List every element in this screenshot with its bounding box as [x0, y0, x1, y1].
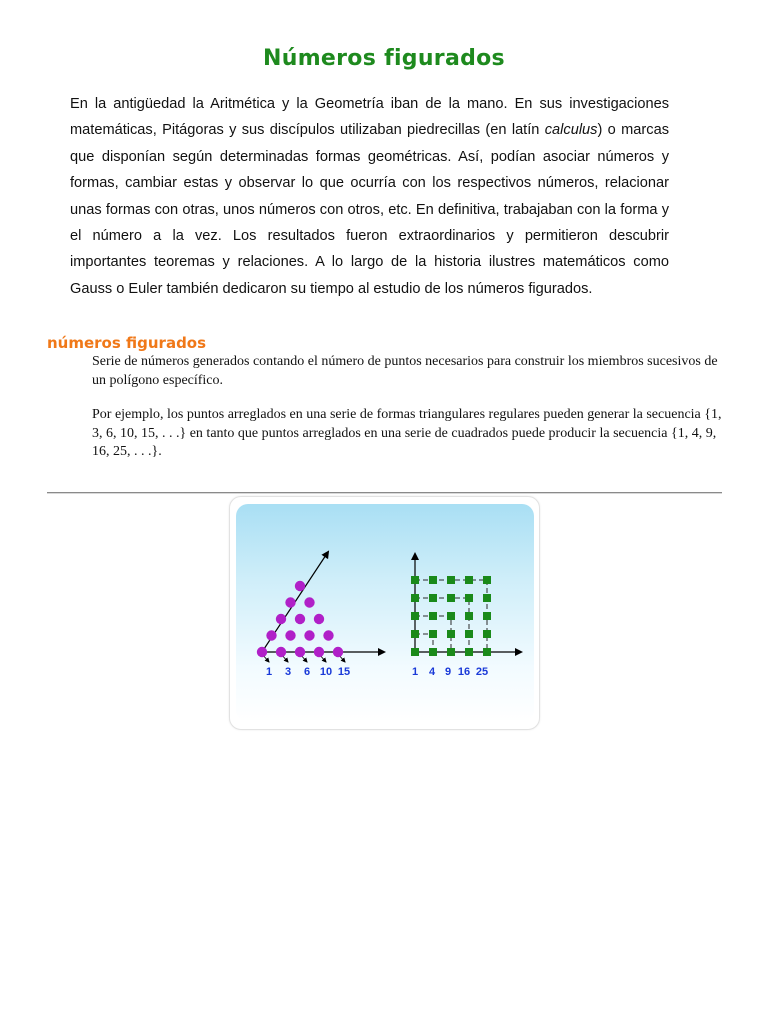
- intro-paragraph: [70, 91, 669, 302]
- square-dot: [447, 594, 455, 602]
- triangle-dot: [285, 630, 295, 640]
- square-dot: [411, 648, 419, 656]
- square-dot: [465, 576, 473, 584]
- square-dot: [429, 612, 437, 620]
- square-number-label: 4: [428, 666, 436, 678]
- triangle-dot: [314, 614, 324, 624]
- triangle-dot: [276, 614, 286, 624]
- triangle-dot: [304, 597, 314, 607]
- triangle-dot: [295, 614, 305, 624]
- square-dot: [483, 630, 491, 638]
- definition-body: [92, 353, 722, 478]
- square-dot: [429, 648, 437, 656]
- square-dot: [447, 648, 455, 656]
- triangle-dot: [266, 630, 276, 640]
- triangular-number-label: 3: [284, 666, 292, 678]
- square-number-label: 25: [475, 666, 489, 678]
- triangle-dot: [314, 647, 324, 657]
- figurate-numbers-illustration: [236, 504, 534, 722]
- triangle-dot: [285, 597, 295, 607]
- square-dot: [465, 594, 473, 602]
- square-dot: [447, 630, 455, 638]
- square-dot: [483, 612, 491, 620]
- triangle-dot: [295, 581, 305, 591]
- triangular-number-label: 10: [319, 666, 333, 678]
- triangular-number-label: 15: [337, 666, 351, 678]
- square-dot: [429, 576, 437, 584]
- definition-term: números figurados: [47, 334, 207, 352]
- intro-italic-term: calculus: [544, 122, 598, 139]
- square-dot: [411, 594, 419, 602]
- square-dot: [483, 648, 491, 656]
- definition-paragraph-2: Por ejemplo, los puntos arreglados en una serie de formas triangulares regulares pueden generar la secuencia {1, 3, 6, 10, 15, . . .} en tanto que puntos arreglados en una serie de cuadrados puede producir la secuencia {1, 4, 9, 16, 25, . . .}.: [92, 407, 722, 459]
- horizontal-divider: [47, 492, 722, 494]
- square-dot: [465, 648, 473, 656]
- triangle-dot: [276, 647, 286, 657]
- square-dot: [411, 630, 419, 638]
- square-dot: [411, 576, 419, 584]
- square-dot: [465, 612, 473, 620]
- intro-text-start: En la antigüedad la Aritmética y la Geometría iban de la mano. En sus investigaciones matemáticas, Pitágoras y sus discípulos utilizaban piedrecillas (en latín: [70, 96, 669, 139]
- square-dot: [429, 594, 437, 602]
- intro-text-end: ) o marcas que disponían según determinadas formas geométricas. Así, podían asociar números y formas, cambiar estas y observar lo que ocurría con los respectivos números, relacionar unas formas con otras, unos números con otros, etc. En definitiva, trabajaban con la forma y el número a la vez. Los resultados fueron extraordinarios y permitieron descubrir importantes teoremas y relaciones. A lo largo de la historia ilustres matemáticos como Gauss o Euler también dedicaron su tiempo al estudio de los números figurados.: [70, 122, 669, 297]
- figure-frame: [229, 496, 540, 730]
- square-dot: [411, 612, 419, 620]
- triangle-dot: [257, 647, 267, 657]
- square-number-label: 1: [411, 666, 419, 678]
- page-title: Números figurados: [263, 46, 505, 71]
- square-guide-line: [415, 598, 469, 652]
- triangle-dot: [304, 630, 314, 640]
- triangular-number-label: 1: [265, 666, 273, 678]
- triangle-dot: [323, 630, 333, 640]
- square-dot: [447, 576, 455, 584]
- triangular-number-label: 6: [303, 666, 311, 678]
- square-dot: [447, 612, 455, 620]
- square-dot: [429, 630, 437, 638]
- square-dot: [483, 594, 491, 602]
- triangle-dot: [295, 647, 305, 657]
- square-number-label: 16: [457, 666, 471, 678]
- square-numbers-diagram: [411, 554, 521, 678]
- square-dot: [465, 630, 473, 638]
- square-number-label: 9: [444, 666, 452, 678]
- definition-paragraph-1: Serie de números generados contando el número de puntos necesarios para construir los miembros sucesivos de un polígono específico.: [92, 354, 718, 388]
- square-dot: [483, 576, 491, 584]
- triangular-numbers-diagram: [257, 552, 384, 678]
- triangle-dot: [333, 647, 343, 657]
- figure-panel: [236, 504, 534, 722]
